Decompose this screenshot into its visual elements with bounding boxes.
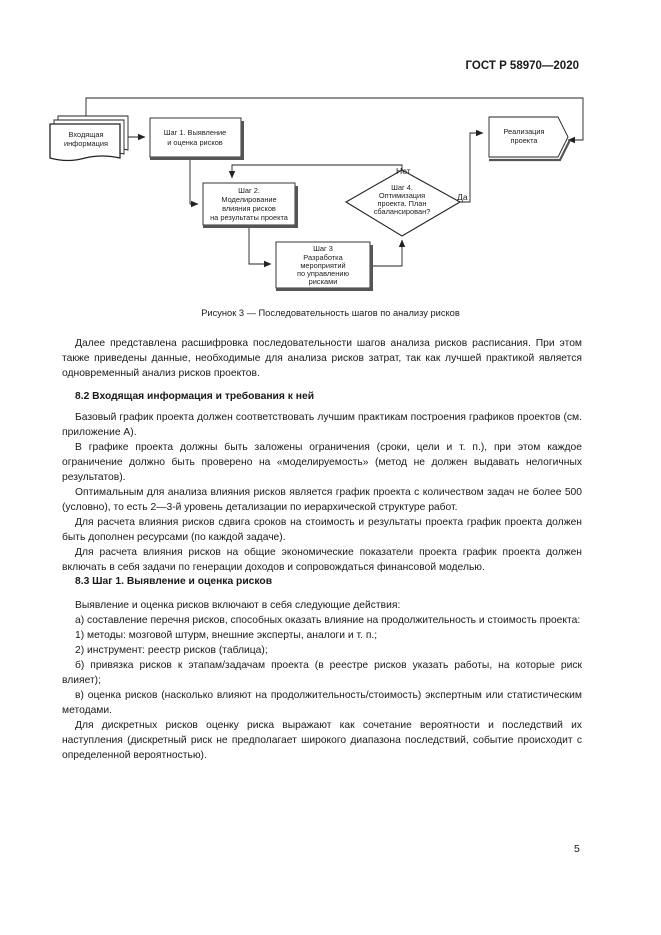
yes-label: Да [457,192,468,202]
input-label-line1: Входящая [68,130,104,139]
input-label-line2: информация [63,139,109,148]
intro-paragraph-block [62,336,582,381]
section-8-2-text [62,410,582,575]
step1-to-step2-arrow [190,160,198,204]
input-documents-stack [50,116,128,161]
step3-label-line2: Разработка [303,253,343,262]
list-item: в) оценка рисков (насколько влияют на продолжительность/стоимость) экспертным или статистическим методами. [62,690,582,716]
list-item: 2) инструмент: реестр рисков (таблица); [75,645,268,656]
implementation-label-line1: Реализация [503,127,545,136]
list-item: 1) методы: мозговой штурм, внешние эксперты, аналоги и т. п.; [75,630,378,641]
paragraph: В графике проекта должны быть заложены ограничения (сроки, цели и т. п.), при этом каждое ограничение должно быть проверено на «моделируемость» (метод не должен выдавать нелогичных результатов). [62,442,582,483]
step3-to-step4-arrow [373,240,402,266]
step1-label-line2: и оценка рисков [167,138,223,147]
step2-label-line4: на результаты проекта [210,213,288,222]
implementation-label-line2: проекта [510,136,538,145]
step4-label-line3: проекта. План [377,199,427,208]
step4-label-line1: Шаг 4. [391,183,413,192]
section-8-3 [62,574,582,589]
step3-label-line3: мероприятий [300,261,346,270]
paragraph: Выявление и оценка рисков включают в себя следующие действия: [75,600,401,611]
paragraph: Далее представлена расшифровка последовательности шагов анализа рисков расписания. При этом также приведены данные, необходимые для анализа рисков затрат, так как лучшей практикой является одновременный анализ рисков проектов. [62,338,582,379]
step2-to-step3-arrow [249,228,271,264]
implementation-box [489,117,570,160]
section-8-3-text [62,598,582,763]
paragraph: Для расчета влияния рисков на общие экономические показатели проекта график проекта должен включать в себя задачи по генерации доходов и сопровождаться финансовой моделью. [62,547,582,573]
paragraph: Для расчета влияния рисков сдвига сроков на стоимость и результаты проекта график проекта должен быть дополнен ресурсами (по каждой задаче). [62,517,582,543]
no-label: Нет [396,166,411,176]
section-heading-8-3: 8.3 Шаг 1. Выявление и оценка рисков [75,576,273,587]
step3-label-line4: по управлению [296,269,350,278]
step2-label-line3: влияния рисков [222,204,276,213]
no-branch-arrow [232,165,402,178]
step4-decision-diamond [346,170,460,236]
document-code: ГОСТ Р 58970—2020 [465,60,579,72]
step3-label-line5: рисками [308,277,338,286]
step3-box [276,242,373,291]
figure-caption: Рисунок 3 — Последовательность шагов по анализу рисков [201,308,460,318]
list-item: б) привязка рисков к этапам/задачам проекта (в реестре рисков указать работы, на которые риск влияет); [62,660,582,686]
section-heading-8-2: 8.2 Входящая информация и требования к ней [75,391,315,402]
paragraph: Для дискретных рисков оценку риска выражают как сочетание вероятности и последствий их наступления (дискретный риск не предполагает широкого диапазона последствий, событие происходит с определенной вероятностью). [62,720,582,761]
step3-label-line1: Шаг 3 [313,244,333,253]
step4-label-line4: сбалансирован? [373,207,431,216]
paragraph: Базовый график проекта должен соответствовать лучшим практикам построения графиков проектов (см. приложение А). [62,412,582,438]
step2-box [203,183,298,228]
step2-label-line1: Шаг 2. [238,186,260,195]
paragraph: а) составление перечня рисков, способных оказать влияние на продолжительность и стоимость проекта: [75,615,581,626]
step2-label-line2: Моделирование [221,195,277,204]
step1-box [150,118,244,160]
page-number: 5 [574,843,580,855]
step4-label-line2: Оптимизация [378,191,426,200]
risk-analysis-flowchart [0,0,661,300]
paragraph: Оптимальным для анализа влияния рисков является график проекта с количеством задач не более 500 (условно), то есть 2—3-й уровень детализации по иерархической структуре работ. [62,487,582,513]
step1-label-line1: Шаг 1. Выявление [163,128,227,137]
section-8-2 [62,389,582,404]
